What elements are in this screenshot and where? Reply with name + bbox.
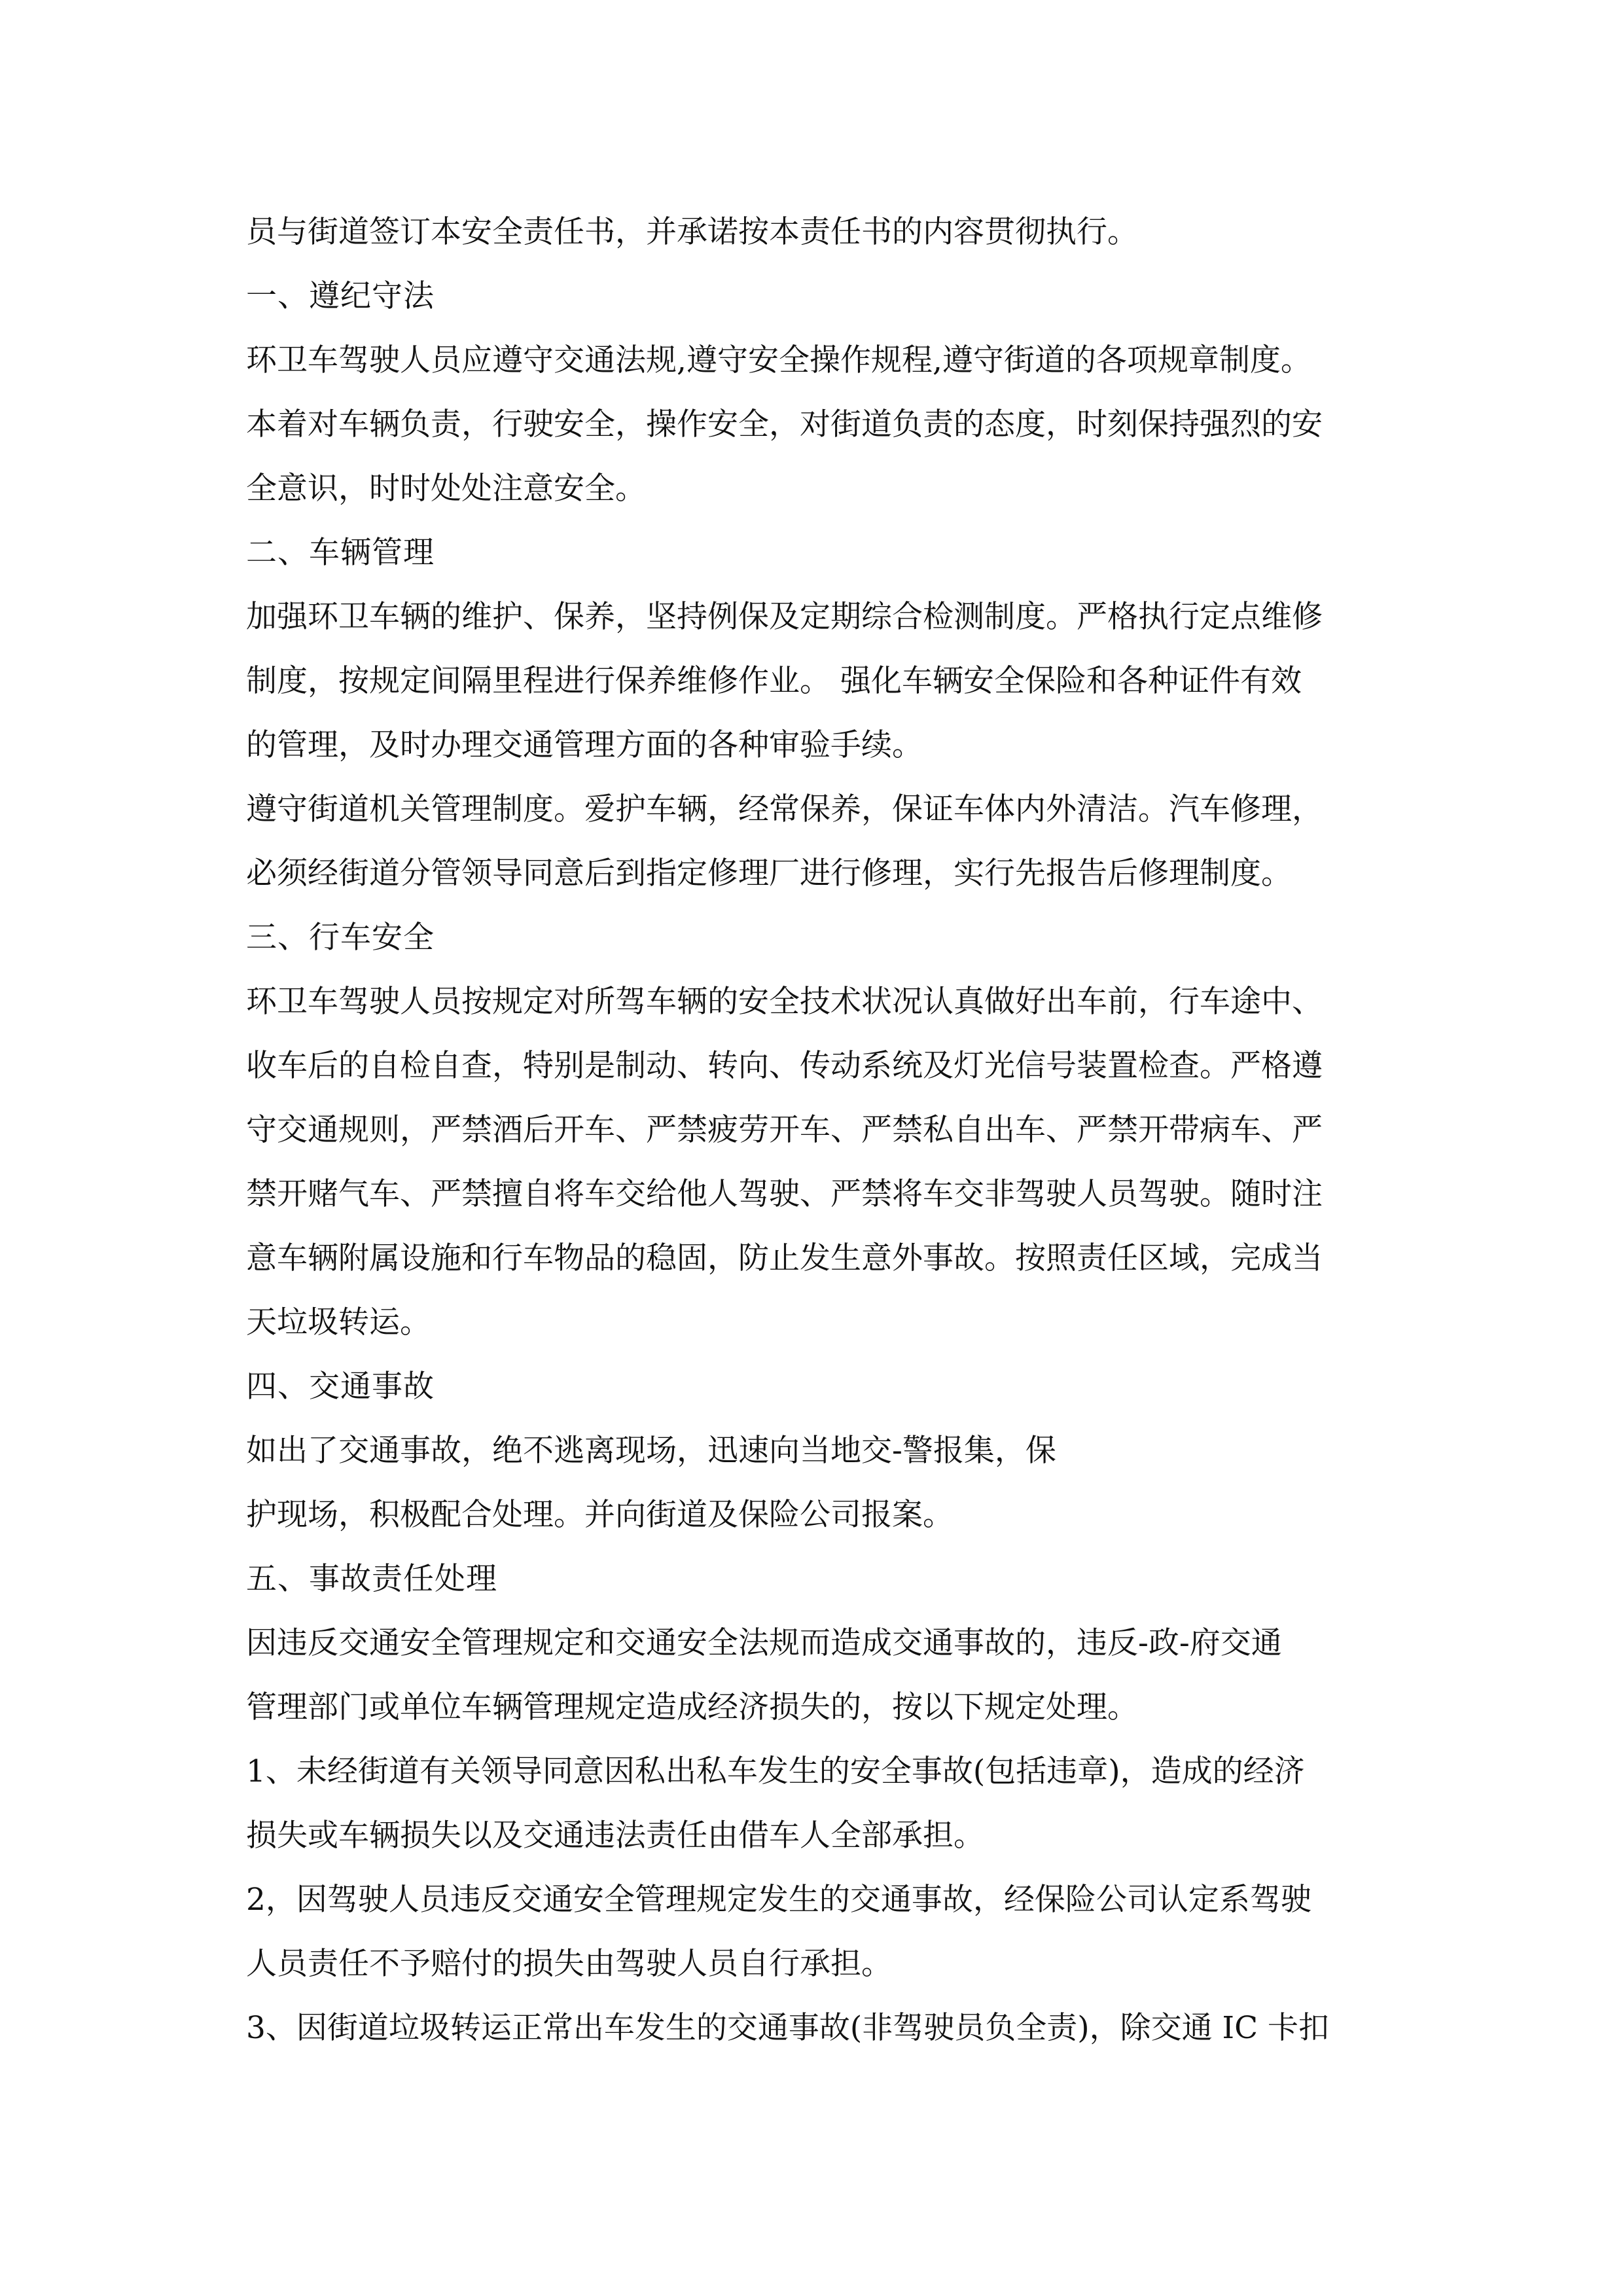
paragraph-line: 收车后的自检自查，特别是制动、转向、传动系统及灯光信号装置检查。严格遵 [246,1048,1323,1084]
section-heading: 三、行车安全 [246,920,435,956]
section-heading: 一、遵纪守法 [246,278,435,314]
paragraph-line: 制度，按规定间隔里程进行保养维修作业。 强化车辆安全保险和各种证件有效 [246,663,1302,699]
paragraph-line: 意车辆附属设施和行车物品的稳固，防止发生意外事故。按照责任区域，完成当 [246,1240,1323,1276]
section-heading: 五、事故责任处理 [246,1561,497,1597]
paragraph-line: 必须经街道分管领导同意后到指定修理厂进行修理，实行先报告后修理制度。 [246,855,1292,891]
paragraph-line: 全意识，时时处处注意安全。 [246,471,646,507]
paragraph-line: 加强环卫车辆的维护、保养，坚持例保及定期综合检测制度。严格执行定点维修 [246,599,1323,635]
paragraph-line: 禁开赌气车、严禁擅自将车交给他人驾驶、严禁将车交非驾驶人员驾驶。随时注 [246,1176,1323,1212]
paragraph-line: 天垃圾转运。 [246,1304,431,1340]
paragraph-line: 本着对车辆负责，行驶安全，操作安全，对街道负责的态度，时刻保持强烈的安 [246,406,1323,442]
paragraph-line: 环卫车驾驶人员应遵守交通法规,遵守安全操作规程,遵守街道的各项规章制度。 [246,342,1311,378]
section-heading: 四、交通事故 [246,1369,435,1405]
paragraph-line: 人员责任不予赔付的损失由驾驶人员自行承担。 [246,1946,892,1982]
paragraph-line: 遵守街道机关管理制度。爱护车辆，经常保养，保证车体内外清洁。汽车修理， [246,791,1323,827]
paragraph-line: 管理部门或单位车辆管理规定造成经济损失的，按以下规定处理。 [246,1689,1138,1725]
paragraph-line: 守交通规则，严禁酒后开车、严禁疲劳开车、严禁私自出车、严禁开带病车、严 [246,1112,1323,1148]
paragraph-line: 1、未经街道有关领导同意因私出私车发生的安全事故(包括违章)，造成的经济 [246,1753,1305,1789]
paragraph-line: 3、因街道垃圾转运正常出车发生的交通事故(非驾驶员负全责)，除交通 IC 卡扣 [246,2010,1329,2046]
paragraph-line: 的管理，及时办理交通管理方面的各种审验手续。 [246,727,923,763]
paragraph-line: 2，因驾驶人员违反交通安全管理规定发生的交通事故，经保险公司认定系驾驶 [246,1882,1311,1918]
paragraph-line: 如出了交通事故，绝不逃离现场，迅速向当地交-警报集，保 [246,1433,1056,1469]
paragraph-line: 因违反交通安全管理规定和交通安全法规而造成交通事故的，违反-政-府交通 [246,1625,1282,1661]
section-heading: 二、车辆管理 [246,535,435,571]
paragraph-line: 环卫车驾驶人员按规定对所驾车辆的安全技术状况认真做好出车前，行车途中、 [246,984,1323,1020]
paragraph-line: 员与街道签订本安全责任书，并承诺按本责任书的内容贯彻执行。 [246,214,1138,250]
paragraph-line: 护现场，积极配合处理。并向街道及保险公司报案。 [246,1497,954,1533]
document-body [246,200,1391,2060]
paragraph-line: 损失或车辆损失以及交通违法责任由借车人全部承担。 [246,1818,984,1854]
